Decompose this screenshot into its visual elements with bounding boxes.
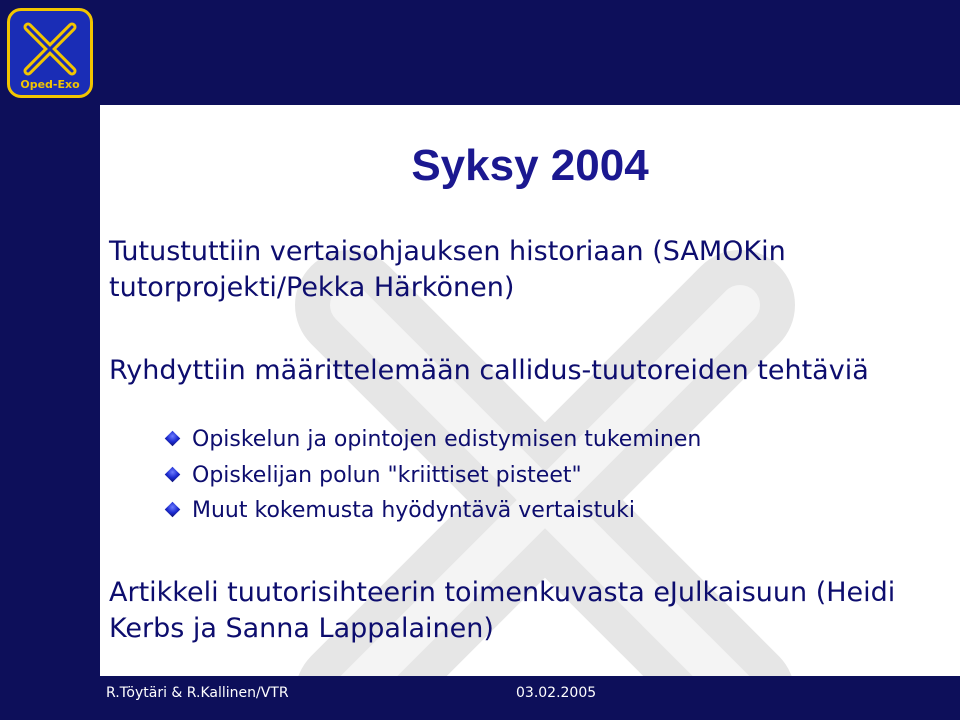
footer-authors: R.Töytäri & R.Kallinen/VTR (106, 685, 289, 701)
bullet-text: Opiskelijan polun "kriittiset pisteet" (192, 462, 582, 488)
paragraph-article: Artikkeli tuutorisihteerin toimenkuvasta eJulkaisuun (Heidi Kerbs ja Sanna Lappalainen) (109, 577, 896, 644)
slide-content (100, 105, 960, 676)
footer-date: 03.02.2005 (516, 685, 597, 701)
bullet-item (166, 422, 701, 458)
paragraph-history: Tutustuttiin vertaisohjauksen historiaan (SAMOKin tutorprojekti/Pekka Härkönen) (109, 236, 786, 303)
slide-title: Syksy 2004 (411, 141, 649, 190)
bullet-item (166, 458, 701, 494)
top-banner (0, 0, 960, 105)
bullet-text: Muut kokemusta hyödyntävä vertaistuki (192, 498, 635, 523)
diamond-bullet-icon (165, 502, 181, 518)
logo-text: Oped-Exo (20, 78, 80, 91)
bullet-text: Opiskelun ja opintojen edistymisen tukeminen (192, 427, 702, 452)
bullet-item (166, 493, 701, 529)
paragraph-tasks: Ryhdyttiin määrittelemään callidus-tuutoreiden tehtäviä (109, 355, 869, 386)
left-sidebar (0, 0, 100, 720)
diamond-bullet-icon (165, 466, 181, 482)
task-bullet-list (166, 422, 701, 529)
diamond-bullet-icon (165, 431, 181, 447)
oped-exo-logo (7, 8, 93, 98)
